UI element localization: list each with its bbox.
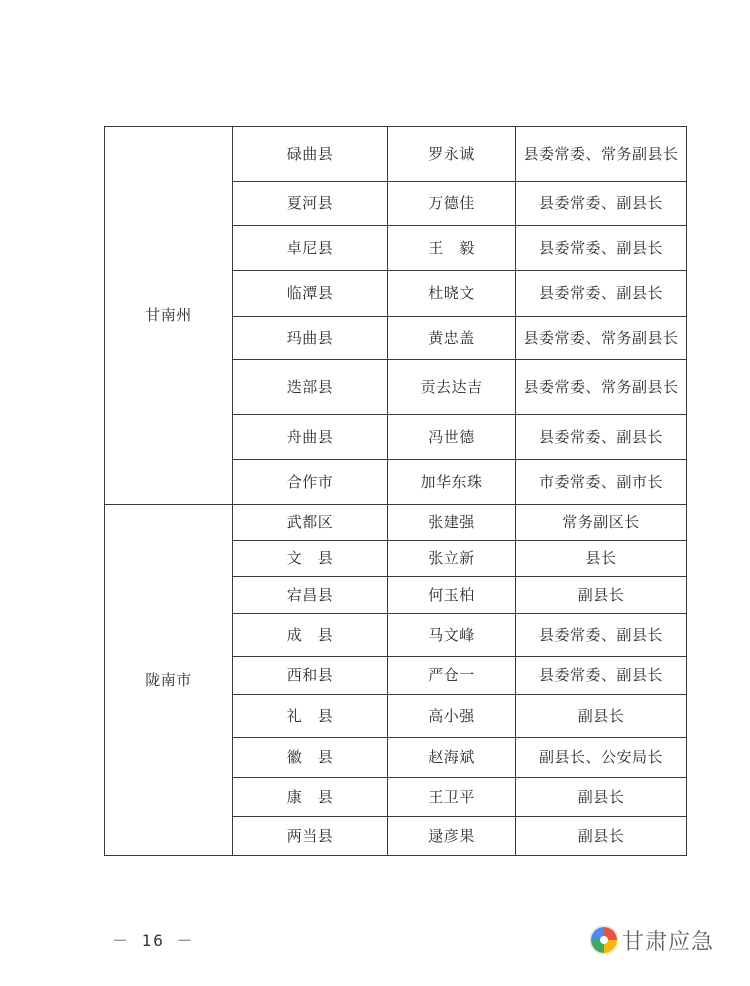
official-name-cell: 冯世德 xyxy=(388,415,516,460)
position-cell: 县委常委、副县长 xyxy=(516,226,687,271)
county-cell: 文 县 xyxy=(233,541,388,577)
watermark-text: 甘肃应急 xyxy=(622,929,715,955)
official-name-cell: 马文峰 xyxy=(388,614,516,657)
officials-table-body xyxy=(105,127,687,856)
official-name-cell: 逯彦果 xyxy=(388,817,516,856)
region-cell: 甘南州 xyxy=(105,127,233,505)
position-cell: 县委常委、副县长 xyxy=(516,657,687,695)
county-cell: 临潭县 xyxy=(233,271,388,317)
official-name-cell: 杜晓文 xyxy=(388,271,516,317)
county-cell: 迭部县 xyxy=(233,360,388,415)
position-cell: 县委常委、副县长 xyxy=(516,614,687,657)
official-name-cell: 张建强 xyxy=(388,505,516,541)
county-cell: 舟曲县 xyxy=(233,415,388,460)
county-cell: 武都区 xyxy=(233,505,388,541)
position-cell: 县委常委、常务副县长 xyxy=(516,317,687,360)
watermark xyxy=(588,924,714,956)
position-cell: 副县长 xyxy=(516,817,687,856)
county-cell: 夏河县 xyxy=(233,182,388,226)
county-cell: 徽 县 xyxy=(233,738,388,778)
official-name-cell: 万德佳 xyxy=(388,182,516,226)
official-name-cell: 罗永诚 xyxy=(388,127,516,182)
position-cell: 副县长 xyxy=(516,695,687,738)
county-cell: 成 县 xyxy=(233,614,388,657)
position-cell: 县委常委、副县长 xyxy=(516,182,687,226)
position-cell: 县长 xyxy=(516,541,687,577)
official-name-cell: 赵海斌 xyxy=(388,738,516,778)
region-cell: 陇南市 xyxy=(105,505,233,856)
position-cell: 县委常委、常务副县长 xyxy=(516,127,687,182)
county-cell: 碌曲县 xyxy=(233,127,388,182)
official-name-cell: 何玉柏 xyxy=(388,577,516,614)
official-name-cell: 高小强 xyxy=(388,695,516,738)
table-row xyxy=(105,127,687,182)
county-cell: 玛曲县 xyxy=(233,317,388,360)
logo-swirl-icon xyxy=(588,924,620,956)
position-cell: 县委常委、副县长 xyxy=(516,415,687,460)
official-name-cell: 王卫平 xyxy=(388,778,516,817)
officials-table-container xyxy=(104,126,686,856)
official-name-cell: 贡去达吉 xyxy=(388,360,516,415)
county-cell: 卓尼县 xyxy=(233,226,388,271)
position-cell: 县委常委、常务副县长 xyxy=(516,360,687,415)
position-cell: 副县长、公安局长 xyxy=(516,738,687,778)
official-name-cell: 加华东珠 xyxy=(388,460,516,505)
table-row xyxy=(105,505,687,541)
position-cell: 副县长 xyxy=(516,778,687,817)
county-cell: 康 县 xyxy=(233,778,388,817)
county-cell: 宕昌县 xyxy=(233,577,388,614)
official-name-cell: 严仓一 xyxy=(388,657,516,695)
position-cell: 副县长 xyxy=(516,577,687,614)
official-name-cell: 黄忠盖 xyxy=(388,317,516,360)
county-cell: 西和县 xyxy=(233,657,388,695)
position-cell: 常务副区长 xyxy=(516,505,687,541)
officials-table xyxy=(104,126,687,856)
official-name-cell: 张立新 xyxy=(388,541,516,577)
county-cell: 两当县 xyxy=(233,817,388,856)
county-cell: 礼 县 xyxy=(233,695,388,738)
position-cell: 县委常委、副县长 xyxy=(516,271,687,317)
county-cell: 合作市 xyxy=(233,460,388,505)
official-name-cell: 王 毅 xyxy=(388,226,516,271)
position-cell: 市委常委、副市长 xyxy=(516,460,687,505)
page-number: － 16 － xyxy=(112,931,195,950)
